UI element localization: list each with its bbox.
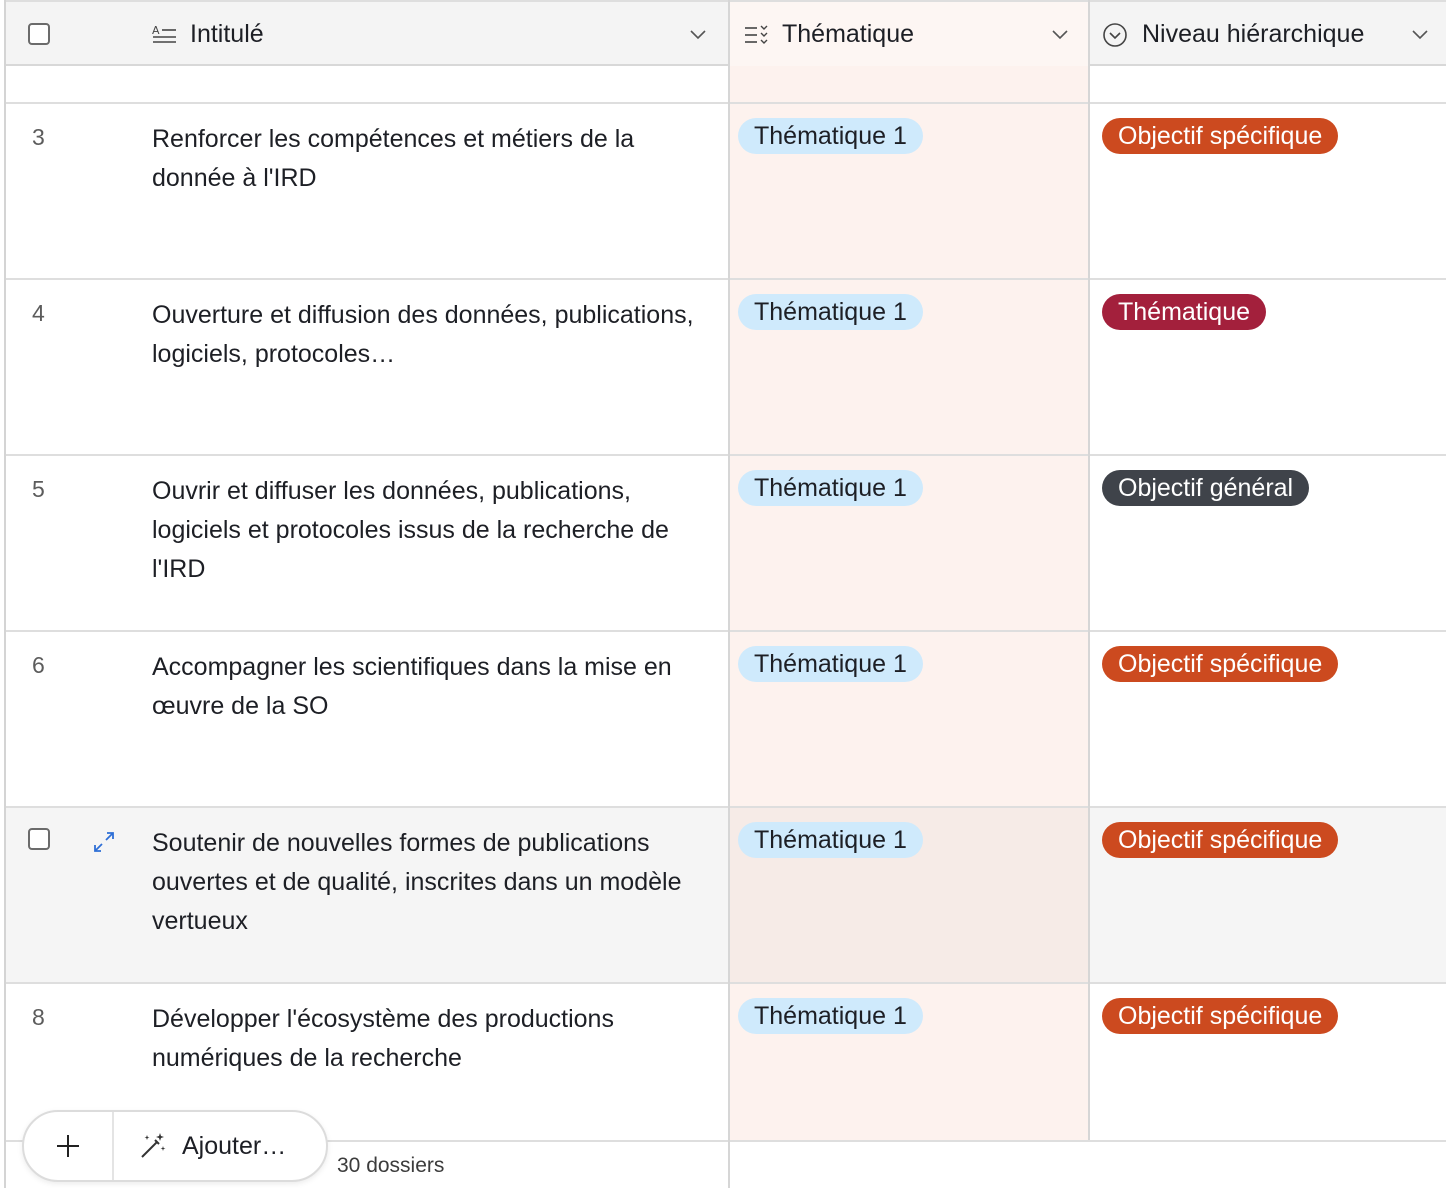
grid-header <box>6 0 1446 66</box>
row-number: 3 <box>32 124 45 150</box>
level-pill: Objectif général <box>1102 470 1309 506</box>
chevron-down-icon[interactable] <box>690 26 706 42</box>
add-record-bar <box>22 1110 328 1182</box>
theme-pill: Thématique 1 <box>738 470 923 506</box>
theme-pill: Thématique 1 <box>738 294 923 330</box>
add-more-button[interactable] <box>114 1112 326 1180</box>
chevron-down-icon[interactable] <box>1052 26 1068 42</box>
theme-pill: Thématique 1 <box>738 118 923 154</box>
column-title-thematique: Thématique <box>782 19 915 48</box>
table-row[interactable] <box>6 456 1446 632</box>
add-record-button[interactable] <box>24 1112 114 1180</box>
intitule-cell[interactable]: Ouvrir et diffuser les données, publications, logiciels et protocoles issus de la recherche de l'IRD <box>152 477 669 583</box>
table-row-partial <box>6 66 1446 104</box>
row-number: 4 <box>32 300 45 326</box>
multi-select-icon <box>744 24 770 46</box>
theme-pill: Thématique 1 <box>738 822 923 858</box>
level-pill: Thématique <box>1102 294 1266 330</box>
row-number: 5 <box>32 476 45 502</box>
column-divider[interactable] <box>728 0 730 1188</box>
level-pill: Objectif spécifique <box>1102 646 1338 682</box>
level-pill: Objectif spécifique <box>1102 118 1338 154</box>
table-row[interactable] <box>6 280 1446 456</box>
intitule-cell[interactable]: Accompagner les scientifiques dans la mise en œuvre de la SO <box>152 653 672 720</box>
chevron-down-icon[interactable] <box>1412 26 1428 42</box>
theme-pill: Thématique 1 <box>738 646 923 682</box>
column-title-niveau: Niveau hiérarchique <box>1142 19 1365 48</box>
column-header-niveau[interactable] <box>1090 2 1446 66</box>
table-row[interactable] <box>6 104 1446 280</box>
select-all-checkbox[interactable] <box>28 23 50 45</box>
svg-text:A: A <box>152 24 160 37</box>
intitule-cell[interactable]: Développer l'écosystème des productions numériques de la recherche <box>152 1005 614 1072</box>
column-header-intitule[interactable] <box>6 2 728 66</box>
intitule-cell[interactable]: Ouverture et diffusion des données, publications, logiciels, protocoles… <box>152 301 694 368</box>
thematique-cell <box>730 66 1088 102</box>
grid-left-border <box>4 0 6 1188</box>
plus-icon <box>55 1133 81 1159</box>
level-pill: Objectif spécifique <box>1102 998 1338 1034</box>
column-divider <box>728 1140 730 1188</box>
column-header-thematique[interactable] <box>730 2 1088 66</box>
column-divider[interactable] <box>1088 0 1090 1142</box>
intitule-cell[interactable]: Renforcer les compétences et métiers de la donnée à l'IRD <box>152 125 635 192</box>
row-select-checkbox[interactable] <box>28 828 50 850</box>
level-pill: Objectif spécifique <box>1102 822 1338 858</box>
theme-pill: Thématique 1 <box>738 998 923 1034</box>
column-title-intitule: Intitulé <box>190 19 264 48</box>
row-number: 6 <box>32 652 45 678</box>
table-row[interactable] <box>6 632 1446 808</box>
single-select-icon <box>1102 22 1128 48</box>
table-row-hovered[interactable] <box>6 808 1446 984</box>
long-text-icon <box>152 24 178 46</box>
record-count: 30 dossiers <box>337 1154 445 1177</box>
add-more-label: Ajouter… <box>182 1131 287 1160</box>
expand-record-icon[interactable] <box>92 830 116 854</box>
magic-wand-icon <box>138 1131 168 1161</box>
intitule-cell[interactable]: Soutenir de nouvelles formes de publications ouvertes et de qualité, inscrites dans un modèle vertueux <box>152 829 682 935</box>
row-number: 8 <box>32 1004 45 1030</box>
